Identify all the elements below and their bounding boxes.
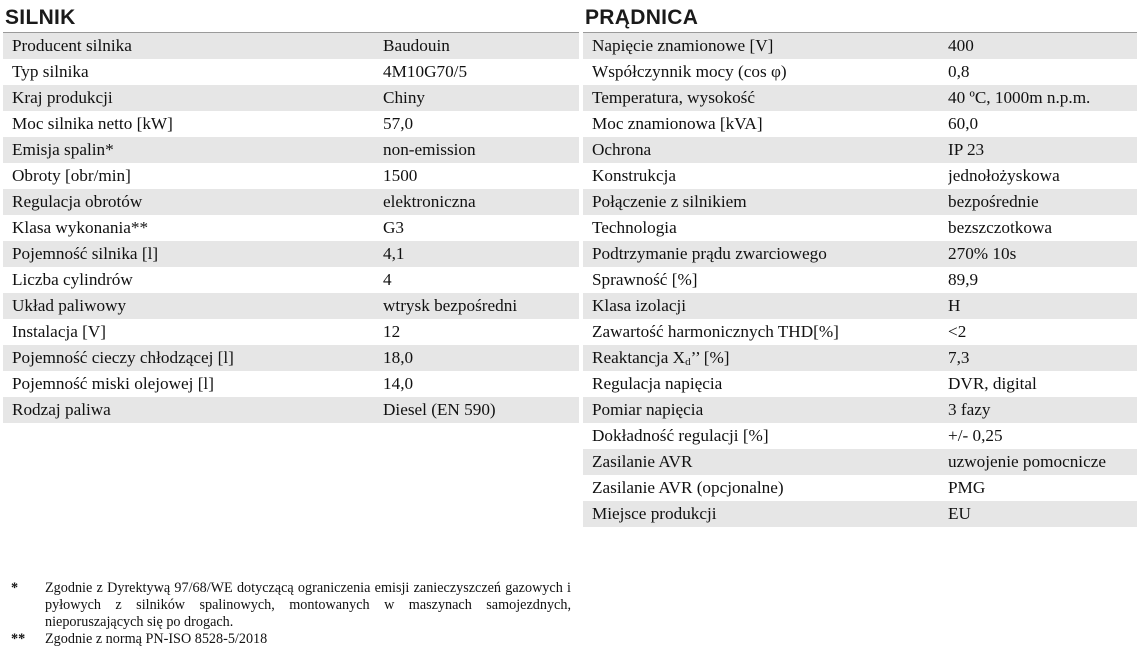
spec-row: [3, 189, 579, 215]
spec-value: Chiny: [383, 85, 579, 111]
spec-label: Producent silnika: [3, 33, 383, 59]
spec-row: [583, 241, 1137, 267]
spec-value: 14,0: [383, 371, 579, 397]
spec-value: Baudouin: [383, 33, 579, 59]
spec-label: Zasilanie AVR (opcjonalne): [583, 475, 948, 501]
spec-value: H: [948, 293, 1137, 319]
spec-row: [583, 293, 1137, 319]
spec-value: 400: [948, 33, 1137, 59]
footnote-text: Zgodnie z normą PN-ISO 8528-5/2018: [45, 631, 268, 648]
spec-label: Zasilanie AVR: [583, 449, 948, 475]
spec-row: [583, 475, 1137, 501]
spec-value: 7,3: [948, 345, 1137, 371]
spec-row: [583, 267, 1137, 293]
spec-value: wtrysk bezpośredni: [383, 293, 579, 319]
engine-spec-table: [3, 33, 579, 423]
spec-value: uzwojenie pomocnicze: [948, 449, 1137, 475]
spec-value: 4,1: [383, 241, 579, 267]
spec-row: [583, 59, 1137, 85]
spec-label: Rodzaj paliwa: [3, 397, 383, 423]
spec-row: [3, 59, 579, 85]
spec-row: [3, 371, 579, 397]
spec-row: [583, 397, 1137, 423]
spec-label: Ochrona: [583, 137, 948, 163]
spec-value: EU: [948, 501, 1137, 527]
spec-value: bezpośrednie: [948, 189, 1137, 215]
spec-row: [583, 33, 1137, 59]
spec-row: [3, 397, 579, 423]
spec-value: 60,0: [948, 111, 1137, 137]
spec-value: 4: [383, 267, 579, 293]
spec-label: Technologia: [583, 215, 948, 241]
generator-section: [583, 4, 1137, 527]
spec-label: Układ paliwowy: [3, 293, 383, 319]
spec-row: [3, 137, 579, 163]
spec-value: 270% 10s: [948, 241, 1137, 267]
spec-label: Napięcie znamionowe [V]: [583, 33, 948, 59]
spec-value: 89,9: [948, 267, 1137, 293]
spec-label: Instalacja [V]: [3, 319, 383, 345]
spec-value: jednołożyskowa: [948, 163, 1137, 189]
engine-heading: SILNIK: [3, 4, 579, 33]
spec-label: Moc znamionowa [kVA]: [583, 111, 948, 137]
spec-label: Reaktancja $X_d$’’ [%]: [583, 345, 948, 371]
spec-value: 0,8: [948, 59, 1137, 85]
spec-value: G3: [383, 215, 579, 241]
spec-row: [3, 267, 579, 293]
spec-label: Typ silnika: [3, 59, 383, 85]
spec-row: [3, 85, 579, 111]
spec-row: [3, 345, 579, 371]
spec-label: Regulacja obrotów: [3, 189, 383, 215]
spec-row: [3, 293, 579, 319]
footnote-mark: **: [11, 631, 26, 648]
spec-row: [583, 449, 1137, 475]
spec-row: [583, 215, 1137, 241]
spec-value: <2: [948, 319, 1137, 345]
spec-label: Konstrukcja: [583, 163, 948, 189]
spec-label: Podtrzymanie prądu zwarciowego: [583, 241, 948, 267]
spec-label: Dokładność regulacji [%]: [583, 423, 948, 449]
spec-value: bezszczotkowa: [948, 215, 1137, 241]
spec-value: 12: [383, 319, 579, 345]
spec-row: [583, 371, 1137, 397]
spec-value: DVR, digital: [948, 371, 1137, 397]
spec-row: [3, 33, 579, 59]
spec-value: 57,0: [383, 111, 579, 137]
spec-row: [583, 111, 1137, 137]
footnotes: [11, 580, 571, 649]
spec-value: 18,0: [383, 345, 579, 371]
spec-label: Obroty [obr/min]: [3, 163, 383, 189]
spec-row: [583, 137, 1137, 163]
footnote-emission: [11, 580, 571, 630]
spec-row: [3, 319, 579, 345]
spec-label: Emisja spalin*: [3, 137, 383, 163]
engine-section: [3, 4, 579, 423]
spec-label: Liczba cylindrów: [3, 267, 383, 293]
spec-row: [583, 163, 1137, 189]
spec-row: [3, 111, 579, 137]
spec-value: 1500: [383, 163, 579, 189]
spec-row: [3, 241, 579, 267]
spec-row: [583, 345, 1137, 371]
spec-label: Moc silnika netto [kW]: [3, 111, 383, 137]
spec-value: Diesel (EN 590): [383, 397, 579, 423]
spec-label: Miejsce produkcji: [583, 501, 948, 527]
spec-row: [3, 215, 579, 241]
spec-label: Współczynnik mocy (cos φ): [583, 59, 948, 85]
footnote-text: Zgodnie z Dyrektywą 97/68/WE dotyczącą ograniczenia emisji zanieczyszczeń gazowych i pyłowych z silników spalinowych, montowanych w maszynach samojezdnych, nieporuszających się po drogach.: [45, 580, 571, 630]
spec-row: [583, 189, 1137, 215]
spec-label: Pojemność miski olejowej [l]: [3, 371, 383, 397]
spec-value: 3 fazy: [948, 397, 1137, 423]
spec-label: Kraj produkcji: [3, 85, 383, 111]
spec-label: Regulacja napięcia: [583, 371, 948, 397]
spec-value: elektroniczna: [383, 189, 579, 215]
spec-label: Pojemność cieczy chłodzącej [l]: [3, 345, 383, 371]
footnote-standard: [11, 631, 571, 648]
spec-value: PMG: [948, 475, 1137, 501]
spec-value: IP 23: [948, 137, 1137, 163]
spec-value: 40 ºC, 1000m n.p.m.: [948, 85, 1137, 111]
spec-row: [583, 501, 1137, 527]
spec-value: +/- 0,25: [948, 423, 1137, 449]
footnote-mark: *: [11, 580, 19, 596]
spec-row: [583, 319, 1137, 345]
spec-label: Temperatura, wysokość: [583, 85, 948, 111]
spec-label: Pomiar napięcia: [583, 397, 948, 423]
spec-label: Pojemność silnika [l]: [3, 241, 383, 267]
spec-label: Klasa wykonania**: [3, 215, 383, 241]
spec-label: Połączenie z silnikiem: [583, 189, 948, 215]
spec-value: non-emission: [383, 137, 579, 163]
generator-heading: PRĄDNICA: [583, 4, 1137, 33]
generator-spec-table: [583, 33, 1137, 527]
spec-label: Sprawność [%]: [583, 267, 948, 293]
spec-label: Klasa izolacji: [583, 293, 948, 319]
spec-row: [583, 423, 1137, 449]
spec-row: [583, 85, 1137, 111]
spec-label: Zawartość harmonicznych THD[%]: [583, 319, 948, 345]
spec-row: [3, 163, 579, 189]
spec-value: 4M10G70/5: [383, 59, 579, 85]
